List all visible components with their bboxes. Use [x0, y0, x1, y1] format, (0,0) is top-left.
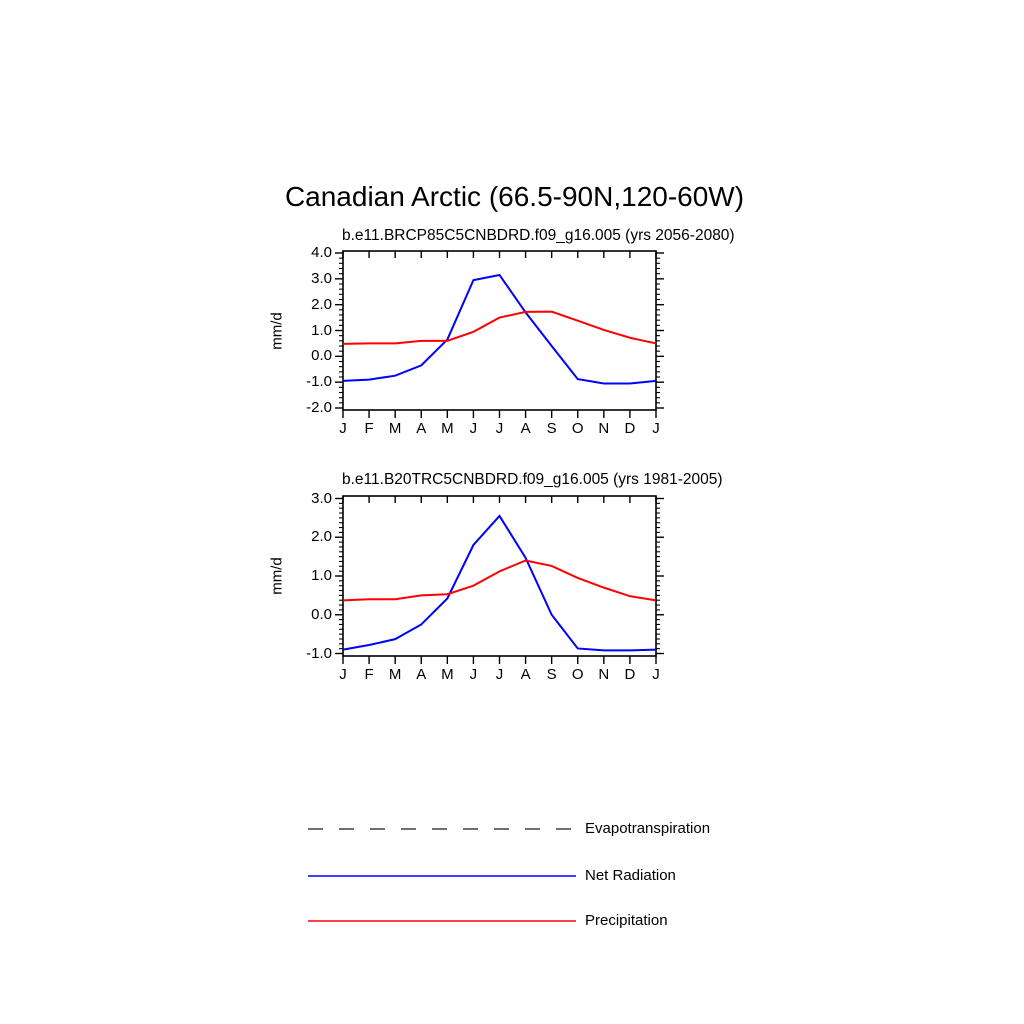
x-tick-label-month: F — [364, 666, 374, 683]
y-tick-label: 2.0 — [311, 295, 332, 313]
legend-label-precipitation: Precipitation — [585, 912, 668, 929]
x-tick-label-month: D — [624, 666, 636, 683]
y-tick-label: -2.0 — [306, 399, 332, 416]
series-line-net-radiation — [343, 275, 656, 383]
legend-line-net-radiation — [308, 873, 576, 879]
legend-line-precipitation — [308, 918, 576, 924]
x-tick-label-month: J — [469, 666, 478, 683]
chart1-title: b.e11.BRCP85C5CNBDRD.f09_g16.005 (yrs 2056-2080) — [342, 227, 735, 244]
x-tick-label-month: S — [546, 666, 557, 683]
legend-line-evapotranspiration — [308, 826, 576, 832]
chart1-y-axis-label: mm/d — [268, 312, 286, 350]
x-tick-label-month: J — [495, 666, 504, 683]
x-tick-label-month: M — [388, 420, 402, 437]
x-tick-label-month: M — [441, 420, 454, 437]
legend-label-evapotranspiration: Evapotranspiration — [585, 820, 711, 837]
legend-label-net-radiation: Net Radiation — [585, 867, 676, 884]
series-line-precipitation — [343, 561, 656, 601]
x-tick-label-month: M — [441, 666, 454, 683]
x-tick-label-month: J — [495, 420, 504, 437]
x-tick-label-month: O — [571, 420, 584, 437]
y-tick-label: -1.0 — [306, 644, 332, 662]
x-tick-label-month: J — [652, 420, 660, 437]
x-tick-label-month: D — [624, 420, 636, 437]
x-tick-label-month: N — [598, 666, 610, 683]
x-tick-label-month: O — [571, 666, 584, 683]
chart2-canvas — [329, 484, 670, 670]
y-tick-label: 2.0 — [311, 528, 332, 546]
page-title: Canadian Arctic (66.5-90N,120-60W) — [284, 181, 745, 212]
chart2-title: b.e11.B20TRC5CNBDRD.f09_g16.005 (yrs 1981-2005) — [342, 471, 723, 488]
x-tick-label-month: S — [546, 420, 557, 437]
y-tick-label: 3.0 — [311, 489, 332, 507]
plot-frame — [343, 496, 656, 656]
x-tick-label-month: J — [469, 420, 478, 437]
x-tick-label-month: J — [339, 666, 347, 683]
x-tick-label-month: A — [416, 666, 427, 683]
series-line-precipitation — [343, 312, 656, 344]
x-tick-label-month: A — [416, 420, 427, 437]
chart1-canvas — [329, 239, 670, 424]
x-tick-label-month: N — [598, 420, 610, 437]
y-tick-label: -1.0 — [306, 373, 332, 391]
x-tick-label-month: J — [339, 420, 347, 437]
y-tick-label: 3.0 — [311, 269, 332, 287]
y-tick-label: 1.0 — [311, 321, 332, 339]
y-tick-label: 0.0 — [311, 605, 332, 623]
chart2-y-axis-label: mm/d — [268, 557, 286, 595]
series-line-net-radiation — [343, 516, 656, 650]
y-tick-label: 1.0 — [311, 567, 332, 584]
x-tick-label-month: A — [520, 666, 531, 683]
x-tick-label-month: J — [652, 666, 660, 683]
y-tick-label: 4.0 — [311, 244, 332, 261]
x-tick-label-month: F — [364, 420, 374, 437]
x-tick-label-month: A — [520, 420, 531, 437]
y-tick-label: 0.0 — [311, 347, 332, 365]
x-tick-label-month: M — [388, 666, 402, 683]
